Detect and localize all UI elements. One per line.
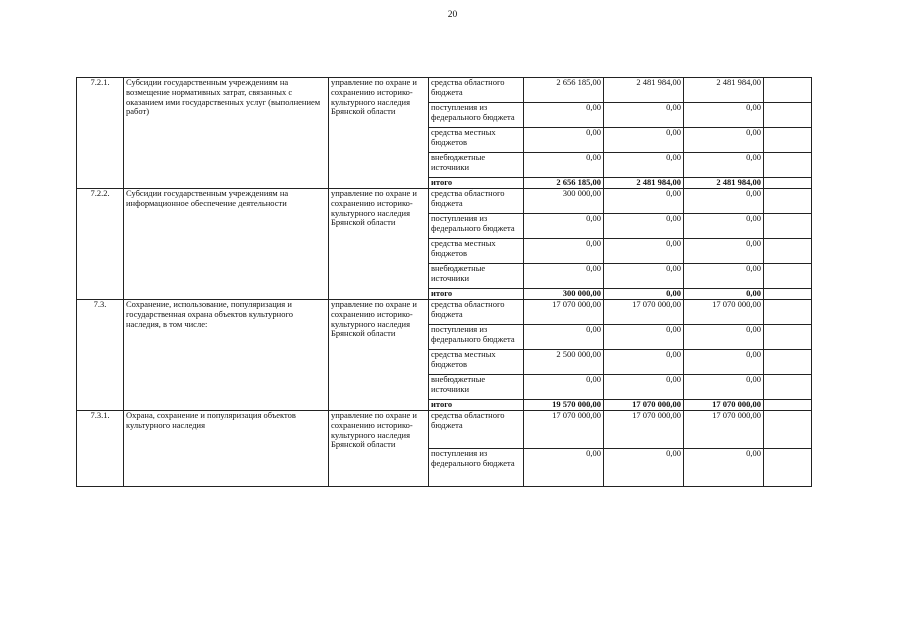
- empty-cell: [764, 411, 812, 449]
- empty-cell: [764, 350, 812, 375]
- amount-year-2: 0,00: [604, 375, 684, 400]
- amount-year-3: 0,00: [684, 239, 764, 264]
- amount-year-2: 0,00: [604, 239, 684, 264]
- amount-year-2: 0,00: [604, 214, 684, 239]
- budget-table: [76, 77, 812, 487]
- total-year-1: 19 570 000,00: [524, 400, 604, 411]
- empty-cell: [764, 289, 812, 300]
- empty-cell: [764, 300, 812, 325]
- amount-year-3: 0,00: [684, 103, 764, 128]
- amount-year-1: 0,00: [524, 128, 604, 153]
- item-executor: управление по охране и сохранению историко-культурного наследия Брянской области: [329, 300, 429, 411]
- amount-year-2: 17 070 000,00: [604, 300, 684, 325]
- item-name: Субсидии государственным учреждениям на информационное обеспечение деятельности: [124, 189, 329, 300]
- empty-cell: [764, 264, 812, 289]
- page-number: 20: [447, 10, 458, 20]
- empty-cell: [764, 189, 812, 214]
- amount-year-2: 0,00: [604, 103, 684, 128]
- empty-cell: [764, 239, 812, 264]
- amount-year-3: 0,00: [684, 128, 764, 153]
- funding-source: внебюджетные источники: [429, 375, 524, 400]
- amount-year-3: 0,00: [684, 350, 764, 375]
- table-row: [77, 411, 812, 449]
- amount-year-1: 0,00: [524, 239, 604, 264]
- amount-year-2: 0,00: [604, 350, 684, 375]
- empty-cell: [764, 375, 812, 400]
- funding-source: поступления из федерального бюджета: [429, 214, 524, 239]
- total-year-1: 2 656 185,00: [524, 178, 604, 189]
- amount-year-1: 0,00: [524, 449, 604, 487]
- total-year-2: 0,00: [604, 289, 684, 300]
- empty-cell: [764, 128, 812, 153]
- amount-year-2: 17 070 000,00: [604, 411, 684, 449]
- funding-source: внебюджетные источники: [429, 153, 524, 178]
- funding-source: средства областного бюджета: [429, 189, 524, 214]
- amount-year-1: 0,00: [524, 153, 604, 178]
- table-row: [77, 300, 812, 325]
- amount-year-3: 0,00: [684, 189, 764, 214]
- funding-source: средства областного бюджета: [429, 300, 524, 325]
- amount-year-1: 17 070 000,00: [524, 411, 604, 449]
- item-code: 7.2.2.: [77, 189, 124, 300]
- amount-year-3: 2 481 984,00: [684, 78, 764, 103]
- funding-source: средства местных бюджетов: [429, 128, 524, 153]
- empty-cell: [764, 103, 812, 128]
- item-code: 7.2.1.: [77, 78, 124, 189]
- total-year-2: 2 481 984,00: [604, 178, 684, 189]
- funding-source: поступления из федерального бюджета: [429, 449, 524, 487]
- amount-year-1: 0,00: [524, 214, 604, 239]
- item-executor: управление по охране и сохранению историко-культурного наследия Брянской области: [329, 78, 429, 189]
- amount-year-2: 0,00: [604, 128, 684, 153]
- amount-year-2: 0,00: [604, 189, 684, 214]
- item-executor: управление по охране и сохранению историко-культурного наследия Брянской области: [329, 189, 429, 300]
- empty-cell: [764, 400, 812, 411]
- amount-year-3: 0,00: [684, 325, 764, 350]
- amount-year-3: 17 070 000,00: [684, 411, 764, 449]
- funding-source: средства местных бюджетов: [429, 239, 524, 264]
- funding-source: средства областного бюджета: [429, 78, 524, 103]
- total-year-1: 300 000,00: [524, 289, 604, 300]
- item-name: Охрана, сохранение и популяризация объектов культурного наследия: [124, 411, 329, 487]
- amount-year-3: 17 070 000,00: [684, 300, 764, 325]
- amount-year-3: 0,00: [684, 214, 764, 239]
- funding-source-total: итого: [429, 289, 524, 300]
- empty-cell: [764, 78, 812, 103]
- amount-year-1: 2 656 185,00: [524, 78, 604, 103]
- amount-year-3: 0,00: [684, 375, 764, 400]
- empty-cell: [764, 449, 812, 487]
- item-executor: управление по охране и сохранению историко-культурного наследия Брянской области: [329, 411, 429, 487]
- amount-year-2: 0,00: [604, 449, 684, 487]
- funding-source-total: итого: [429, 400, 524, 411]
- funding-source: средства местных бюджетов: [429, 350, 524, 375]
- amount-year-3: 0,00: [684, 264, 764, 289]
- amount-year-1: 0,00: [524, 103, 604, 128]
- amount-year-3: 0,00: [684, 153, 764, 178]
- table-row: [77, 189, 812, 214]
- table-row: [77, 78, 812, 103]
- amount-year-1: 17 070 000,00: [524, 300, 604, 325]
- amount-year-2: 2 481 984,00: [604, 78, 684, 103]
- item-code: 7.3.1.: [77, 411, 124, 487]
- item-code: 7.3.: [77, 300, 124, 411]
- amount-year-2: 0,00: [604, 153, 684, 178]
- amount-year-1: 0,00: [524, 264, 604, 289]
- amount-year-1: 300 000,00: [524, 189, 604, 214]
- empty-cell: [764, 153, 812, 178]
- funding-source: поступления из федерального бюджета: [429, 325, 524, 350]
- amount-year-1: 0,00: [524, 375, 604, 400]
- total-year-3: 2 481 984,00: [684, 178, 764, 189]
- empty-cell: [764, 178, 812, 189]
- item-name: Субсидии государственным учреждениям на возмещение нормативных затрат, связанных с оказанием ими государственных услуг (выполнением работ): [124, 78, 329, 189]
- empty-cell: [764, 325, 812, 350]
- amount-year-1: 2 500 000,00: [524, 350, 604, 375]
- total-year-3: 17 070 000,00: [684, 400, 764, 411]
- total-year-3: 0,00: [684, 289, 764, 300]
- amount-year-2: 0,00: [604, 264, 684, 289]
- funding-source: средства областного бюджета: [429, 411, 524, 449]
- empty-cell: [764, 214, 812, 239]
- item-name: Сохранение, использование, популяризация и государственная охрана объектов культурного наследия, в том числе:: [124, 300, 329, 411]
- total-year-2: 17 070 000,00: [604, 400, 684, 411]
- amount-year-1: 0,00: [524, 325, 604, 350]
- funding-source: поступления из федерального бюджета: [429, 103, 524, 128]
- funding-source-total: итого: [429, 178, 524, 189]
- amount-year-3: 0,00: [684, 449, 764, 487]
- funding-source: внебюджетные источники: [429, 264, 524, 289]
- amount-year-2: 0,00: [604, 325, 684, 350]
